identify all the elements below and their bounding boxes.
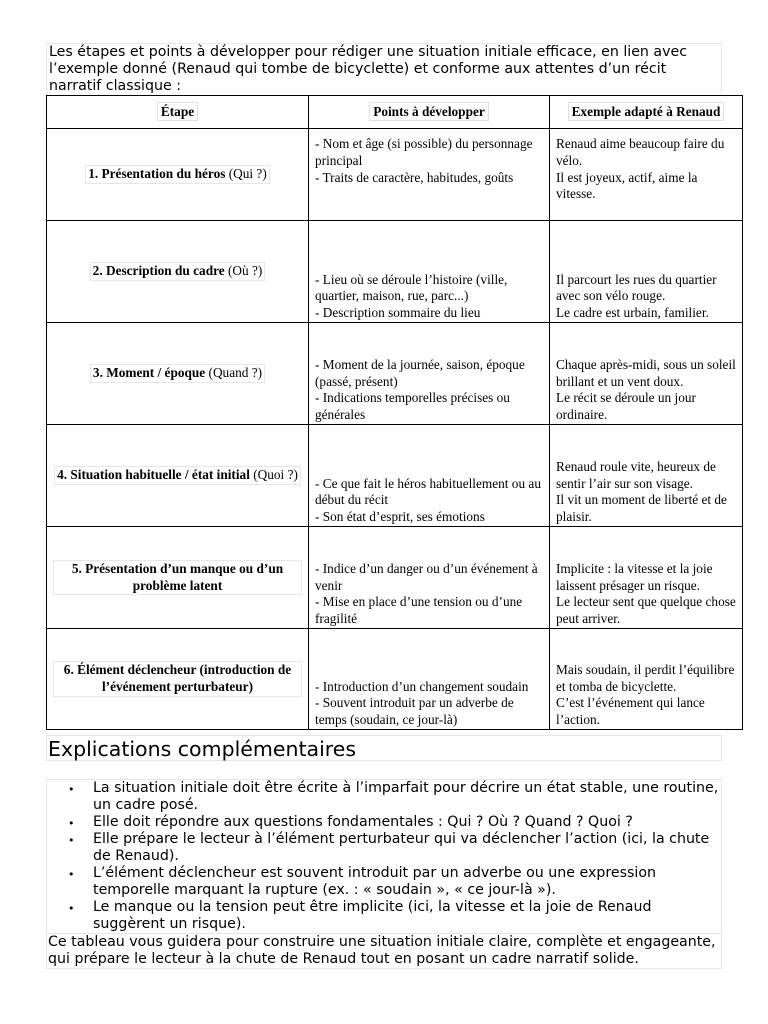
bullet-icon: •: [68, 868, 75, 881]
list-item: • Elle doit répondre aux questions fondamentales : Qui ? Où ? Quand ? Quoi ?: [68, 814, 633, 830]
points-cell: - Nom et âge (si possible) du personnage principal - Traits de caractère, habitudes, goûts: [309, 129, 550, 221]
table-row: [47, 129, 743, 221]
example-cell: Renaud roule vite, heureux de sentir l’air sur son visage. Il vit un moment de liberté et de plaisir.: [550, 425, 743, 527]
header-example: Exemple adapté à Renaud: [550, 96, 743, 129]
intro-paragraph: Les étapes et points à développer pour rédiger une situation initiale efficace, en lien avec l’exemple donné (Renaud qui tombe de bicyclette) et conforme aux attentes d’un récit narratif classique :: [46, 43, 722, 96]
table-row: [47, 221, 743, 323]
points-cell: - Lieu où se déroule l’histoire (ville, quartier, maison, rue, parc...) - Description sommaire du lieu: [309, 221, 550, 323]
example-cell: Il parcourt les rues du quartier avec son vélo rouge. Le cadre est urbain, familier.: [550, 221, 743, 323]
table-row: [47, 425, 743, 527]
points-cell: - Moment de la journée, saison, époque (passé, présent) - Indications temporelles précises ou générales: [309, 323, 550, 425]
table-header-row: [47, 96, 743, 129]
example-cell: Chaque après-midi, sous un soleil brillant et un vent doux. Le récit se déroule un jour ordinaire.: [550, 323, 743, 425]
section-title: Explications complémentaires: [46, 735, 722, 761]
bullet-icon: •: [68, 817, 75, 830]
list-item: • L’élément déclencheur est souvent introduit par un adverbe ou une expression temporelle marquant la rupture (ex. : « soudain », « ce jour-là »).: [68, 865, 657, 898]
header-points: Points à développer: [309, 96, 550, 129]
table-row: [47, 323, 743, 425]
explanations-list: [46, 779, 722, 933]
step-cell: 1. Présentation du héros (Qui ?): [47, 129, 309, 221]
header-step: Étape: [47, 96, 309, 129]
example-cell: Renaud aime beaucoup faire du vélo. Il est joyeux, actif, aime la vitesse.: [550, 129, 743, 221]
points-cell: - Indice d’un danger ou d’un événement à venir - Mise en place d’une tension ou d’une fragilité: [309, 527, 550, 629]
list-item: • Elle prépare le lecteur à l’élément perturbateur qui va déclencher l’action (ici, la chute de Renaud).: [68, 831, 710, 864]
step-cell: 5. Présentation d’un manque ou d’un problème latent: [47, 527, 309, 629]
example-cell: Mais soudain, il perdit l’équilibre et tomba de bicyclette. C’est l’événement qui lance l’action.: [550, 629, 743, 730]
table-row: [47, 629, 743, 730]
step-cell: 2. Description du cadre (Où ?): [47, 221, 309, 323]
step-cell: 3. Moment / époque (Quand ?): [47, 323, 309, 425]
step-cell: 4. Situation habituelle / état initial (Quoi ?): [47, 425, 309, 527]
table-row: [47, 527, 743, 629]
conclusion-paragraph: Ce tableau vous guidera pour construire une situation initiale claire, complète et engageante, qui prépare le lecteur à la chute de Renaud tout en posant un cadre narratif solide.: [46, 933, 722, 969]
bullet-icon: •: [68, 902, 75, 915]
bullet-icon: •: [68, 834, 75, 847]
list-item: • Le manque ou la tension peut être implicite (ici, la vitesse et la joie de Renaud suggèrent un risque).: [68, 899, 652, 932]
steps-table: [46, 95, 743, 730]
step-cell: 6. Élément déclencheur (introduction de l’événement perturbateur): [47, 629, 309, 730]
example-cell: Implicite : la vitesse et la joie laissent présager un risque. Le lecteur sent que quelque chose peut arriver.: [550, 527, 743, 629]
points-cell: - Introduction d’un changement soudain - Souvent introduit par un adverbe de temps (soudain, ce jour-là): [309, 629, 550, 730]
bullet-icon: •: [68, 783, 75, 796]
list-item: • La situation initiale doit être écrite à l’imparfait pour décrire un état stable, une routine, un cadre posé.: [68, 780, 719, 813]
points-cell: - Ce que fait le héros habituellement ou au début du récit - Son état d’esprit, ses émotions: [309, 425, 550, 527]
